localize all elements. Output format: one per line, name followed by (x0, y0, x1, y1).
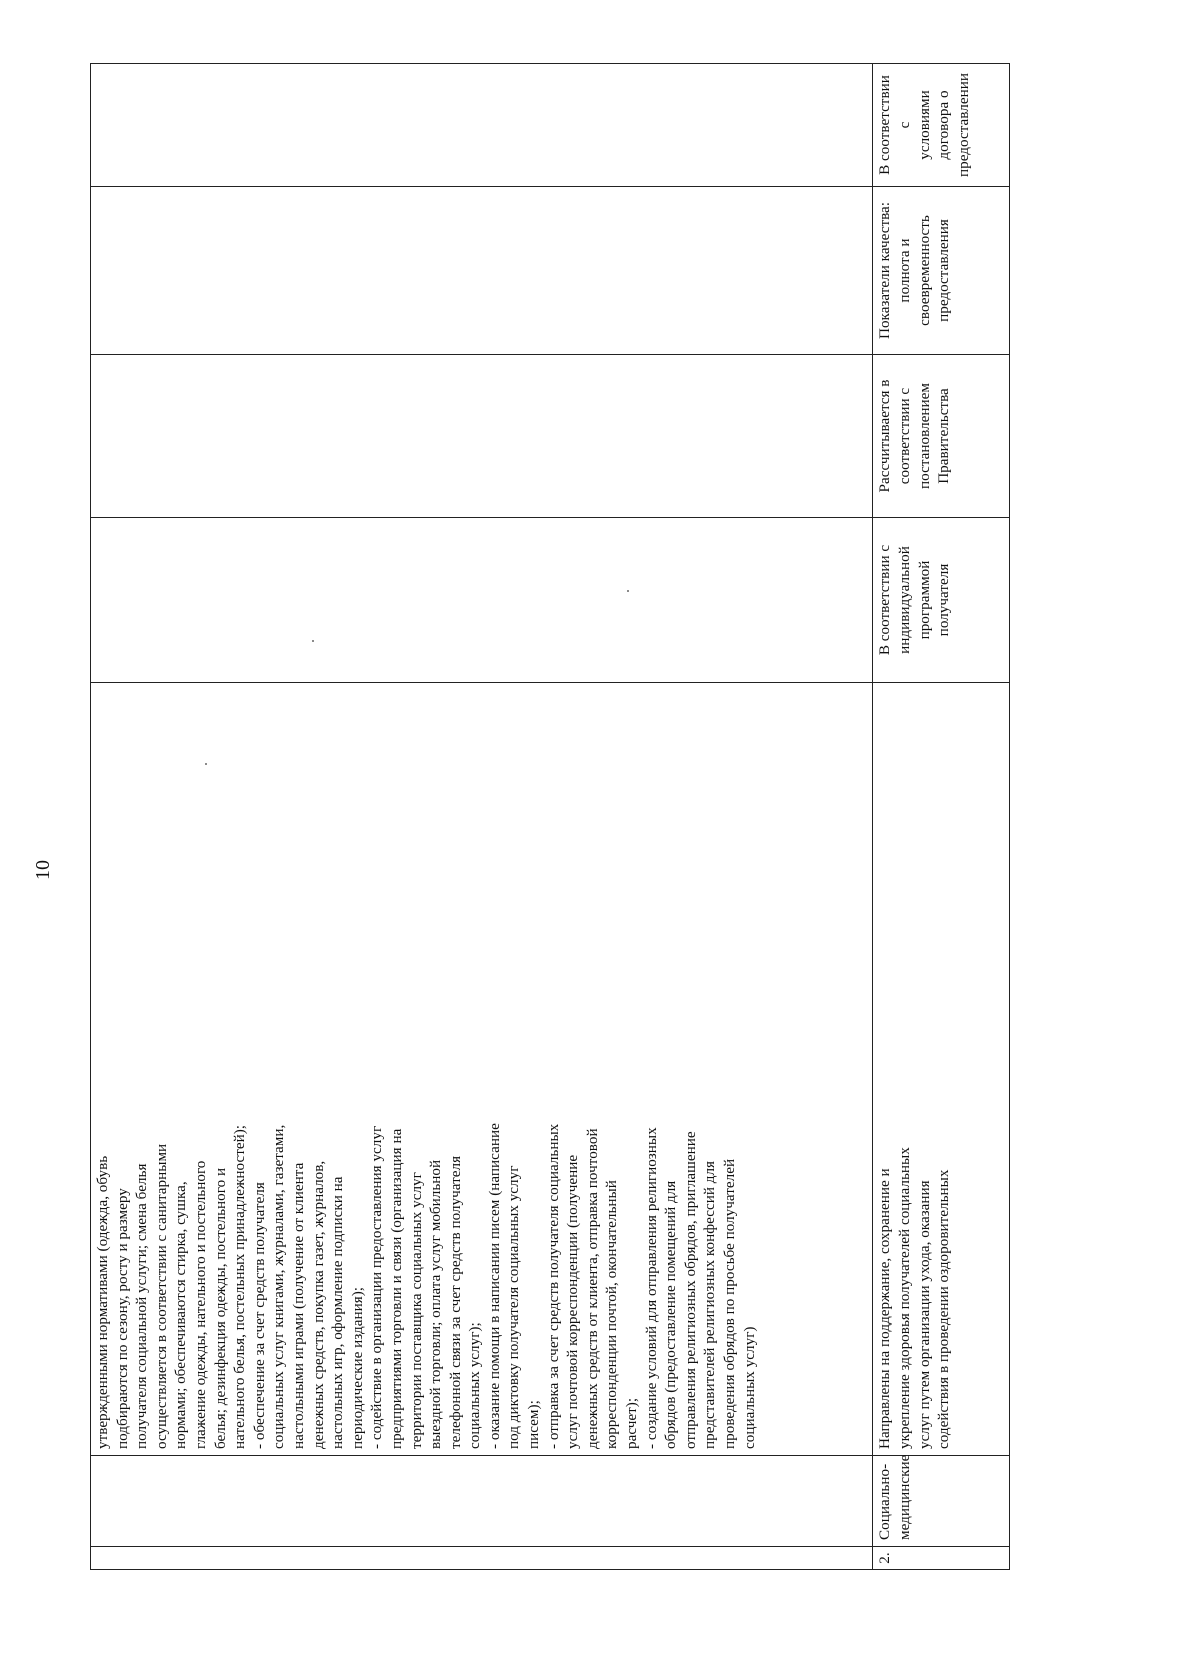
description-line: предприятиями торговли и связи (организация на (387, 1128, 405, 1449)
description-line: нательного белья, постельных принадлежностей); (231, 1124, 249, 1449)
table-row (91, 64, 873, 1570)
rotated-table-wrapper (90, 73, 1010, 1570)
cost-line: соответствии с (895, 387, 913, 485)
conditions-line: предоставлении (954, 73, 972, 177)
description-line: денежных средств, покупка газет, журналов, (309, 1160, 327, 1449)
description-line: денежных средств от клиента, отправка почтовой (583, 1128, 601, 1449)
scan-speck (312, 640, 314, 642)
description-line: - содействие в организации предоставления услуг (368, 1125, 386, 1449)
description-line: нормами; обеспечиваются стирка, сушка, (172, 1181, 190, 1449)
description-line: расчет); (623, 1397, 641, 1449)
quality-line: Показатели качества: (876, 201, 894, 340)
description-line: содействия в проведении оздоровительных (935, 1169, 953, 1449)
scan-speck (627, 590, 629, 592)
conditions-line: В соответствии с (876, 75, 913, 175)
frequency-line: индивидуальной (895, 546, 913, 654)
table-row (873, 64, 1010, 1570)
description-line: проведения обрядов по просьбе получателей (721, 1158, 738, 1449)
cost-line: Рассчитывается в (876, 379, 894, 493)
description-line: услуг путем организации ухода, оказания (915, 1180, 933, 1449)
description-line: - оказание помощи в написании писем (написание (485, 1123, 503, 1449)
description-line: выездной торговли; оплата услуг мобильной (427, 1159, 445, 1449)
cell-name (91, 1456, 873, 1547)
cell-quality (873, 187, 1010, 355)
frequency-line: программой (915, 560, 933, 640)
description-line: утвержденными нормативами (одежда, обувь (94, 1155, 111, 1449)
page-number: 10 (32, 860, 54, 880)
cost-line: Правительства (935, 388, 953, 484)
description-line: осуществляется в соответствии с санитарными (152, 1143, 170, 1449)
description-line: настольными играми (получение от клиента (289, 1162, 307, 1449)
quality-line: предоставления (935, 219, 953, 322)
description-line: подбираются по сезону, росту и размеру (113, 1188, 131, 1449)
description-line: социальных услуг); (466, 1322, 484, 1449)
cell-number: 2. (873, 1547, 1010, 1570)
cell-number (91, 1547, 873, 1570)
description-line: писем); (525, 1400, 543, 1449)
description-line: под диктовку получателя социальных услуг (505, 1165, 523, 1449)
description-line: белья; дезинфекция одежды, постельного и (211, 1167, 229, 1449)
cell-quality (91, 187, 873, 355)
frequency-line: В соответствии с (876, 544, 894, 656)
cell-conditions (91, 64, 873, 187)
cell-description (873, 683, 1010, 1456)
quality-line: полнота и (895, 238, 913, 303)
description-line: представителей религиозных конфессий для (701, 1160, 719, 1449)
description-line: корреспонденции почтой, окончательный (603, 1180, 621, 1449)
name-line: медицинские (895, 1454, 913, 1540)
cell-description (91, 683, 873, 1456)
cell-conditions (873, 64, 1010, 187)
description-line: периодические издания); (348, 1287, 366, 1449)
description-line: - отправка за счет средств получателя социальных (544, 1123, 562, 1449)
description-line: отправления религиозных обрядов, приглашение (681, 1131, 699, 1449)
description-line: - обеспечение за счет средств получателя (250, 1182, 268, 1449)
cell-frequency (91, 518, 873, 683)
description-line: телефонной связи за счет средств получателя (446, 1155, 464, 1449)
description-line: укрепление здоровья получателей социальных (895, 1147, 913, 1449)
description-line: социальных услуг) (740, 1326, 758, 1449)
frequency-line: получателя (935, 563, 953, 637)
cost-line: постановлением (915, 382, 933, 490)
quality-line: своевременность (915, 215, 933, 326)
conditions-line: договора о (935, 90, 953, 160)
description-line: обрядов (предоставление помещений для (662, 1180, 680, 1449)
cell-cost (91, 355, 873, 518)
cell-cost (873, 355, 1010, 518)
description-line: - создание условий для отправления религиозных (642, 1127, 660, 1449)
description-line: получателя социальной услуги; смена белья (133, 1163, 151, 1449)
conditions-line: условиями (915, 90, 933, 160)
description-line: услуг почтовой корреспонденции (получение (564, 1154, 582, 1449)
description-line: территории поставщика социальных услуг (407, 1172, 425, 1449)
description-line: настольных игр, оформление подписки на (329, 1176, 347, 1449)
name-line: Социально- (876, 1463, 894, 1540)
cell-name (873, 1456, 1010, 1547)
scan-speck (205, 763, 207, 765)
description-line: Направлены на поддержание, сохранение и (876, 1168, 894, 1449)
description-line: социальных услуг книгами, журналами, газетами, (270, 1124, 288, 1449)
cell-frequency (873, 518, 1010, 683)
services-table (90, 63, 1010, 1570)
description-line: глажение одежды, нательного и постельного (191, 1160, 209, 1449)
